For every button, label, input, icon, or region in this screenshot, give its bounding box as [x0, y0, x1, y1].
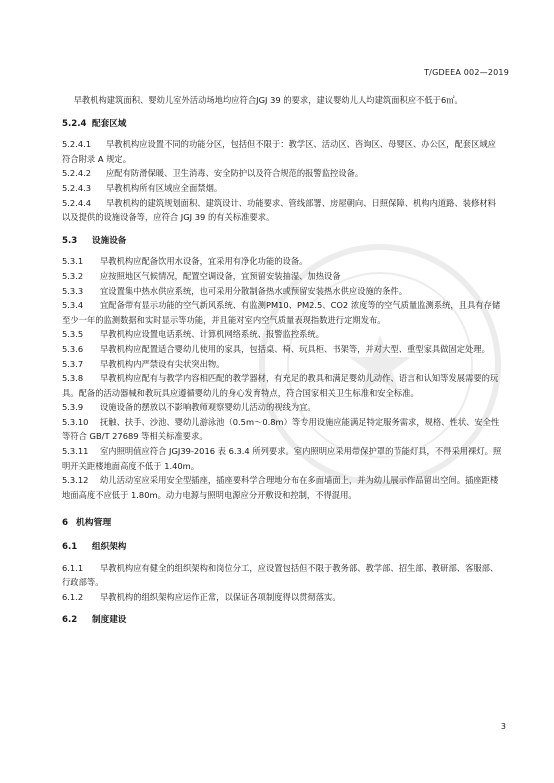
clause-number: 5.3.7 — [62, 358, 84, 369]
clause-number: 5.3.5 — [62, 329, 84, 340]
clause-5-3-2 — [62, 269, 504, 284]
clause-5-2-4-2 — [62, 166, 504, 181]
section-heading-5-3 — [62, 234, 504, 249]
clause-text: 早教机构应配备饮用水设备，宜采用有净化功能的设备。 — [100, 256, 308, 267]
standard-code: T/GDEEA 002—2019 — [424, 68, 509, 77]
clause-text: 室内照明值应符合 JGJ39-2016 表 6.3.4 所列要求。室内照明应采用带保护罩的节能灯具，不得采用裸灯。照明开关距楼地面高度不低于 1.40m。 — [62, 446, 502, 471]
clause-5-3-1 — [62, 254, 504, 269]
clause-5-3-10 — [62, 415, 504, 444]
section-number: 5.2.4 — [62, 118, 87, 129]
section-heading-6-2 — [62, 613, 504, 628]
clause-number: 5.3.3 — [62, 285, 84, 296]
clause-5-3-6 — [62, 342, 504, 357]
intro-paragraph: 早教机构建筑面积、婴幼儿室外活动场地均应符合JGJ 39 的要求，建议婴幼儿人均建筑面积应不低于6㎡。 — [73, 95, 463, 105]
clause-text: 早教机构应设置不同的功能分区，包括但不限于：教学区、活动区、咨询区、母婴区、办公区，配套区域应符合附录 A 规定。 — [62, 139, 496, 164]
clause-number: 5.3.2 — [62, 270, 84, 281]
clause-5-2-4-3 — [62, 181, 504, 196]
clause-5-3-7 — [62, 357, 504, 372]
chapter-title: 机构管理 — [76, 518, 112, 529]
document-body — [62, 93, 504, 634]
section-title: 设施设备 — [92, 235, 127, 246]
clause-number: 5.3.1 — [62, 256, 84, 267]
clause-5-3-5 — [62, 327, 504, 342]
clause-5-2-4-1 — [62, 137, 504, 166]
clause-text: 应按照地区气候情况，配置空调设备，宜预留安装抽湿、加热设备 — [100, 270, 341, 281]
clause-number: 5.2.4.4 — [62, 197, 92, 208]
section-title: 制度建设 — [92, 615, 127, 626]
section-heading-5-2-4 — [62, 117, 504, 132]
clause-text: 早教机构应配有与教学内容相匹配的教学器材，有充足的教具和满足婴幼儿动作、语言和认知等发展需要的玩具。配备的活动器械和教玩具应遵循婴幼儿的身心发育特点，符合国家相关卫生标准和安全标准。 — [62, 373, 499, 398]
clause-text: 早教机构的组织架构应运作正常，以保证各项制度得以贯彻落实。 — [100, 591, 341, 602]
chapter-heading-6 — [62, 516, 504, 531]
clause-number: 5.3.4 — [62, 300, 84, 311]
clause-text: 早教机构应有健全的组织架构和岗位分工，应设置包括但不限于教务部、教学部、招生部、教研部、客服部、行政部等。 — [62, 562, 499, 588]
clause-number: 5.3.8 — [62, 373, 84, 384]
clause-6-1-2 — [62, 590, 504, 605]
clause-text: 早教机构应配置适合婴幼儿使用的家具，包括桌、椅、玩具柜、书架等，并对大型、重型家具做固定处理。 — [100, 343, 490, 354]
clause-text: 宜配备带有显示功能的空气新风系统、有监测PM10、PM2.5、CO2 浓度等的空气质量监测系统，且具有存储至少一年的监测数据和实时显示等功能，并且能对室内空气质量表现指数进行定期发布。 — [62, 300, 501, 325]
clause-number: 5.2.4.3 — [62, 182, 92, 193]
clause-text: 设施设备的摆放以不影响教师观察婴幼儿活动的视线为宜。 — [100, 402, 316, 413]
section-number: 5.3 — [62, 235, 78, 246]
clause-text: 早教机构所有区域应全面禁烟。 — [106, 182, 223, 193]
clause-number: 5.3.6 — [62, 343, 84, 354]
chapter-number: 6 — [62, 518, 69, 529]
clause-text: 应配有防滑保暖、卫生消毒、安全防护以及符合规范的报警监控设备。 — [106, 168, 364, 179]
clause-number: 5.2.4.1 — [62, 139, 92, 150]
clause-6-1-1 — [62, 561, 504, 590]
clause-number: 6.1.1 — [62, 562, 84, 573]
clause-number: 5.3.9 — [62, 402, 84, 413]
clause-5-3-11 — [62, 444, 504, 473]
clause-text: 宜设置集中热水供应系统，也可采用分散制备热水或预留安装热水供应设施的条件。 — [100, 285, 407, 296]
clause-5-3-9 — [62, 400, 504, 415]
clause-5-2-4-4 — [62, 196, 504, 225]
clause-5-3-3 — [62, 284, 504, 299]
clause-text: 早教机构应设置电话系统、计算机网络系统、报警监控系统。 — [100, 329, 325, 340]
section-title: 组织架构 — [92, 542, 127, 553]
section-title: 配套区域 — [92, 118, 127, 129]
clause-5-3-8 — [62, 371, 504, 400]
clause-text: 早教机构内严禁设有尖状突出物。 — [100, 358, 225, 369]
section-heading-6-1 — [62, 540, 504, 555]
section-number: 6.1 — [62, 542, 78, 553]
clause-text: 抚触、扶手、沙池、婴幼儿游泳池（0.5m～0.8m）等专用设施应能满足特定服务需求，规格、性状、安全性等符合 GB/T 27689 等相关标准要求。 — [62, 416, 500, 442]
clause-number: 6.1.2 — [62, 591, 84, 602]
clause-5-3-12 — [62, 473, 504, 502]
clause-text: 早教机构的建筑规划面积、建筑设计、功能要求、管线部署、房屋朝向、日照保障、机构内道路、装修材料以及提供的设施设备等，应符合 JGJ 39 的有关标准要求。 — [62, 197, 496, 223]
section-number: 6.2 — [62, 615, 78, 626]
clause-text: 幼儿活动室应采用安全型插座，插座要科学合理地分布在多面墙面上，并为幼儿展示作品留出空间。插座距楼地面高度不应低于 1.80m。动力电源与照明电源应分开敷设和控制，不得混用。 — [62, 475, 499, 500]
clause-5-3-4 — [62, 298, 504, 327]
clause-number: 5.3.11 — [62, 446, 89, 457]
clause-number: 5.3.12 — [62, 475, 89, 486]
clause-number: 5.3.10 — [62, 416, 89, 427]
clause-number: 5.2.4.2 — [62, 168, 92, 179]
page-number: 3 — [500, 722, 506, 731]
